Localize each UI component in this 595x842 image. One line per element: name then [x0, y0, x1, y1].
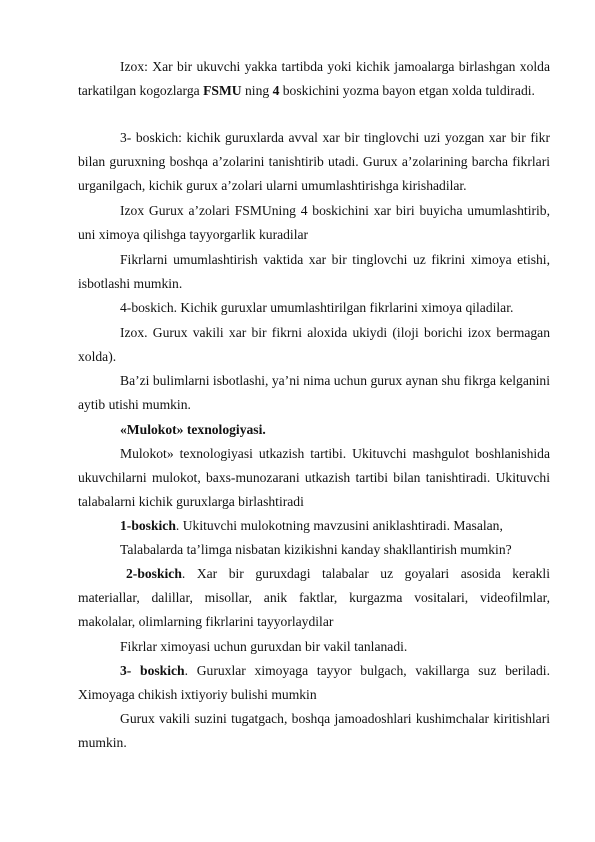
text-segment: Ba’zi bulimlarni isbotlashi, ya’ni nima uchun gurux aynan shu fikrga kelganini aytib utishi mumkin. [78, 373, 550, 412]
text-segment: . Xar bir guruxdagi talabalar uz goyalari asosida kerakli materiallar, dalillar, misollar, anik faktlar, kurgazma vositalari, videofilmlar, makolalar, olimlarning fikrlarini tayyorlaydilar [78, 566, 550, 629]
paragraph-gurux-vakili [78, 707, 550, 755]
bold-segment: FSMU [203, 82, 242, 98]
text-segment: boskichini yozma bayon etgan xolda tuldiradi. [279, 82, 535, 98]
paragraph-vakil-tanlash [78, 635, 550, 659]
paragraph-boskich-3-ximoya [78, 659, 550, 707]
text-segment: Fikrlar ximoyasi uchun guruxdan bir vakil tanlanadi. [120, 639, 408, 654]
text-segment: 4-boskich. Kichik guruxlar umumlashtirilgan fikrlarini ximoya qiladilar. [120, 300, 514, 315]
text-segment: Talabalarda ta’limga nisbatan kizikishni kanday shakllantirish mumkin? [120, 542, 512, 557]
bold-segment: «Mulokot» texnologiyasi. [120, 422, 266, 437]
text-segment: Izox. Gurux vakili xar bir fikrni aloxida ukiydi (iloji borichi izox bermagan xolda). [78, 325, 550, 364]
text-segment: Izox: Xar bir ukuvchi yakka tartibda yoki kichik jamoalarga birlashgan xolda tarkatilgan kogozlarga [78, 59, 550, 98]
text-segment: Gurux vakili suzini tugatgach, boshqa jamoadoshlari kushimchalar kiritishlari mumkin. [78, 711, 550, 750]
text-segment: Izox Gurux a’zolari FSMUning 4 boskichini xar biri buyicha umumlashtirib, uni ximoya qilishga tayyorgarlik kuradilar [78, 203, 550, 242]
paragraph-fikrlar-umumlashtirish [78, 248, 550, 296]
paragraph-boskich-4 [78, 296, 550, 320]
text-segment: . Guruxlar ximoyaga tayyor bulgach, vakillarga suz beriladi. Ximoyaga chikish ixtiyoriy bulishi mumkin [78, 663, 550, 702]
paragraph-izox-fsmu [78, 55, 550, 103]
paragraph-boskich-1 [78, 514, 550, 538]
text-segment: Fikrlarni umumlashtirish vaktida xar bir tinglovchi uz fikrini ximoya etishi, isbotlashi mumkin. [78, 252, 550, 291]
text-segment: ning [241, 82, 273, 98]
paragraph-izox-gurux [78, 199, 550, 247]
bold-segment: 2-boskich [126, 566, 182, 581]
section-heading-mulokot [78, 418, 550, 442]
paragraph-bazi-bulimlar [78, 369, 550, 417]
paragraph-mulokot-tartibi [78, 442, 550, 513]
paragraph-boskich-3 [78, 126, 550, 197]
paragraph-izox-vakil [78, 321, 550, 369]
text-segment: 3- boskich: kichik guruxlarda avval xar bir tinglovchi uzi yozgan xar bir fikr bilan guruxning boshqa a’zolarini tanishtirib utadi. Gurux a’zolarining barcha fikrlari urganilgach, kichik gurux a’zolari ularni umumlashtirishga kirishadilar. [78, 130, 550, 193]
bold-segment: 4 [272, 82, 280, 98]
paragraph-misol-savol [78, 538, 550, 562]
text-segment: . Ukituvchi mulokotning mavzusini aniklashtiradi. Masalan, [175, 518, 503, 533]
text-segment: Mulokot» texnologiyasi utkazish tartibi. Ukituvchi mashgulot boshlanishida ukuvchilarni mulokot, baxs-munozarani utkazish tartibi bilan tanishtiradi. Ukituvchi talabalarni kichik guruxlarga birlashtiradi [78, 446, 550, 509]
paragraph-boskich-2 [78, 562, 550, 633]
bold-segment: 1-boskich [120, 518, 176, 533]
bold-segment: 3- boskich [120, 663, 185, 678]
